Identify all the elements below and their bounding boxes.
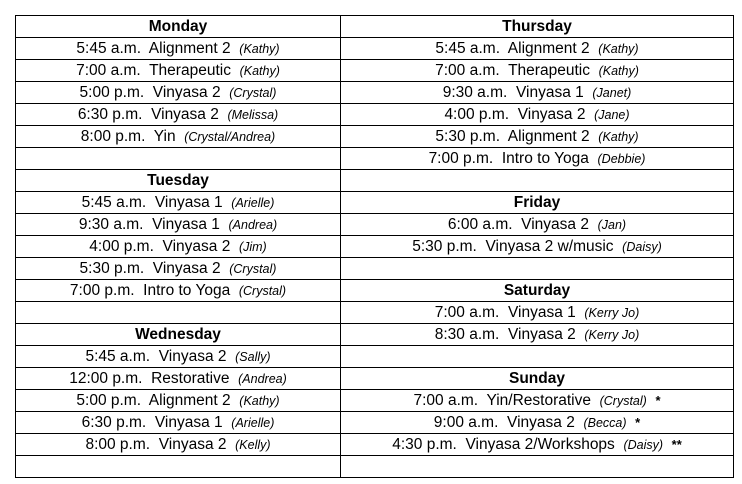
class-entry [341,214,734,236]
spacer [141,62,149,79]
class-time: 5:30 p.m. [79,259,145,277]
class-entry [16,214,341,236]
class-entry [16,346,341,368]
instructor-name: (Crystal/Andrea) [184,129,276,144]
class-name: Vinyasa 2 [521,215,589,233]
class-time: 6:30 p.m. [77,105,143,123]
spacer [493,150,502,167]
class-name: Vinyasa 2 w/music [485,237,614,255]
class-time: 5:30 p.m. [412,237,477,255]
schedule-row [16,390,734,412]
spacer [507,84,516,101]
class-name: Vinyasa 2 [517,105,586,123]
spacer [221,260,230,277]
class-name: Vinyasa 2 [158,435,227,453]
spacer [230,238,239,255]
class-time: 5:30 p.m. [435,127,501,145]
spacer [230,370,239,387]
schedule-row [16,302,734,324]
class-time: 4:30 p.m. [392,435,457,453]
instructor-name: (Arielle) [231,195,275,210]
class-time: 9:00 a.m. [433,413,499,431]
class-entry [16,192,341,214]
spacer [144,260,153,277]
class-time: 7:00 p.m. [69,281,135,299]
schedule-row [16,236,734,258]
class-name: Vinyasa 1 [152,215,220,233]
class-name: Intro to Yoga [501,149,589,167]
schedule-row [16,170,734,192]
spacer [614,238,623,255]
class-time: 8:00 p.m. [85,435,151,453]
spacer [227,436,236,453]
class-time: 9:30 a.m. [78,215,144,233]
class-entry [16,82,341,104]
spacer [230,282,239,299]
spacer [500,128,508,145]
class-name: Yin/Restorative [486,391,591,409]
spacer [141,40,149,57]
class-name: Therapeutic [149,61,231,79]
spacer [231,40,240,57]
instructor-name: (Crystal) [229,261,277,276]
schedule-row [16,434,734,456]
class-name: Vinyasa 2 [151,105,219,123]
spacer [144,84,153,101]
class-entry [341,82,734,104]
schedule-row [16,82,734,104]
instructor-name: (Kathy) [598,129,639,144]
footnote-marker: * [635,414,641,430]
spacer [590,62,599,79]
class-name: Alignment 2 [148,39,231,57]
schedule-row [16,16,734,38]
class-entry [16,104,341,126]
class-entry [16,38,341,60]
class-time: 8:30 a.m. [434,325,500,343]
spacer [176,128,185,145]
spacer [513,216,522,233]
empty-cell [341,456,734,478]
spacer [146,194,155,211]
class-name: Intro to Yoga [143,281,231,299]
class-name: Vinyasa 1 [515,83,584,101]
spacer [223,194,232,211]
class-time: 12:00 p.m. [69,369,143,387]
spacer [591,392,600,409]
class-entry [16,368,341,390]
day-heading: Monday [16,16,341,38]
instructor-name: (Daisy) [623,437,664,452]
spacer [223,414,232,431]
schedule-row [16,60,734,82]
class-time: 5:45 a.m. [76,39,142,57]
class-entry [341,148,734,170]
instructor-name: (Kathy) [598,41,639,56]
spacer [499,326,508,343]
schedule-row [16,126,734,148]
class-entry [16,236,341,258]
class-time: 5:00 p.m. [79,83,145,101]
instructor-name: (Kathy) [239,393,280,408]
class-entry [341,434,734,456]
class-name: Alignment 2 [148,391,231,409]
spacer [500,40,508,57]
class-entry [16,280,341,302]
class-name: Vinyasa 2 [507,413,575,431]
footnote-marker: * [655,392,661,408]
schedule-body [16,16,734,478]
spacer [509,106,518,123]
class-time: 4:00 p.m. [89,237,154,255]
instructor-name: (Jane) [594,107,630,122]
class-entry [341,126,734,148]
instructor-name: (Becca) [583,415,627,430]
instructor-name: (Andrea) [238,371,287,386]
spacer [154,238,163,255]
empty-cell [16,302,341,324]
class-time: 7:00 p.m. [428,149,494,167]
class-name: Vinyasa 2 [158,347,227,365]
instructor-name: (Arielle) [231,415,275,430]
spacer [498,414,507,431]
spacer [146,414,155,431]
spacer [220,216,229,233]
footnote-marker: ** [671,436,682,452]
class-entry [341,302,734,324]
class-time: 8:00 p.m. [80,127,146,145]
day-heading: Saturday [341,280,734,302]
spacer [142,370,151,387]
empty-cell [16,456,341,478]
class-time: 7:00 a.m. [413,391,479,409]
class-name: Vinyasa 2 [507,325,576,343]
class-entry [341,390,734,412]
day-heading: Friday [341,192,734,214]
spacer [150,348,159,365]
spacer [141,392,149,409]
class-entry [341,104,734,126]
schedule-row [16,456,734,478]
class-name: Alignment 2 [507,127,590,145]
class-time: 6:00 a.m. [447,215,513,233]
instructor-name: (Kerry Jo) [584,305,640,320]
spacer [589,216,598,233]
class-time: 6:30 p.m. [81,413,147,431]
class-time: 7:00 a.m. [434,303,500,321]
instructor-name: (Daisy) [622,239,662,254]
class-name: Vinyasa 1 [154,193,223,211]
class-name: Alignment 2 [507,39,590,57]
spacer [627,414,636,431]
class-entry [341,412,734,434]
schedule-row [16,148,734,170]
schedule-row [16,324,734,346]
spacer [500,62,508,79]
class-name: Vinyasa 1 [154,413,223,431]
instructor-name: (Jim) [238,239,267,254]
class-name: Vinyasa 2 [152,83,221,101]
spacer [585,106,594,123]
instructor-name: (Kathy) [239,41,280,56]
day-heading: Wednesday [16,324,341,346]
class-entry [341,60,734,82]
class-name: Yin [153,127,176,145]
spacer [145,128,153,145]
class-time: 5:45 a.m. [81,193,147,211]
instructor-name: (Janet) [592,85,632,100]
spacer [135,282,144,299]
class-entry [16,412,341,434]
instructor-name: (Kathy) [239,63,280,78]
spacer [227,348,236,365]
empty-cell [341,346,734,368]
spacer [663,436,672,453]
spacer [590,40,599,57]
empty-cell [16,148,341,170]
schedule-row [16,192,734,214]
day-heading: Tuesday [16,170,341,192]
class-entry [341,236,734,258]
spacer [590,128,599,145]
class-name: Vinyasa 2 [152,259,221,277]
class-entry [341,324,734,346]
schedule-row [16,258,734,280]
schedule-row [16,412,734,434]
schedule-row [16,104,734,126]
instructor-name: (Crystal) [599,393,647,408]
spacer [589,150,598,167]
schedule-row [16,214,734,236]
schedule-row [16,368,734,390]
class-time: 5:45 a.m. [85,347,151,365]
instructor-name: (Kerry Jo) [584,327,640,342]
class-name: Vinyasa 2 [162,237,231,255]
schedule-row [16,38,734,60]
spacer [221,84,230,101]
class-entry [16,390,341,412]
class-time: 4:00 p.m. [444,105,510,123]
empty-cell [341,258,734,280]
class-entry [16,60,341,82]
spacer [150,436,159,453]
class-time: 5:45 a.m. [435,39,501,57]
schedule-row [16,280,734,302]
instructor-name: (Sally) [235,349,271,364]
class-name: Vinyasa 2/Workshops [465,435,615,453]
class-time: 9:30 a.m. [442,83,508,101]
instructor-name: (Melissa) [227,107,279,122]
instructor-name: (Debbie) [597,151,646,166]
instructor-name: (Andrea) [228,217,278,232]
class-entry [16,434,341,456]
spacer [231,62,240,79]
spacer [142,106,151,123]
instructor-name: (Crystal) [238,283,287,298]
empty-cell [341,170,734,192]
class-name: Vinyasa 1 [507,303,576,321]
schedule-row [16,346,734,368]
instructor-name: (Crystal) [229,85,277,100]
class-name: Therapeutic [508,61,590,79]
instructor-name: (Jan) [597,217,627,232]
spacer [143,216,152,233]
day-heading: Thursday [341,16,734,38]
class-entry [16,258,341,280]
day-heading: Sunday [341,368,734,390]
instructor-name: (Kelly) [235,437,271,452]
class-entry [16,126,341,148]
class-entry [341,38,734,60]
spacer [499,304,508,321]
class-name: Restorative [151,369,230,387]
instructor-name: (Kathy) [598,63,639,78]
class-schedule-table [15,15,734,478]
spacer [231,392,240,409]
class-time: 7:00 a.m. [76,61,141,79]
class-time: 5:00 p.m. [76,391,142,409]
class-time: 7:00 a.m. [435,61,500,79]
